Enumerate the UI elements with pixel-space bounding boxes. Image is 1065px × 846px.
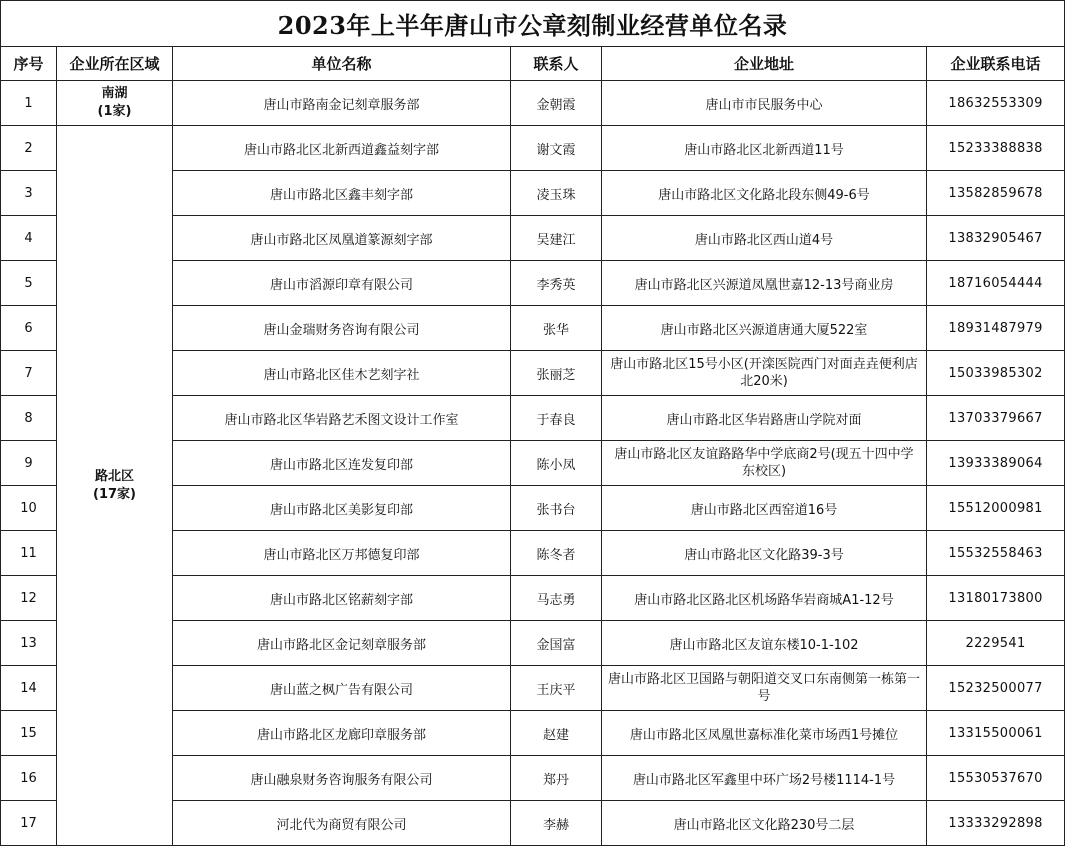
cell-contact[interactable]: 金朝霞 — [511, 81, 602, 126]
cell-address[interactable]: 唐山市路北区兴源道唐通大厦522室 — [602, 306, 927, 351]
cell-contact[interactable]: 陈冬者 — [511, 531, 602, 576]
cell-address[interactable]: 唐山市路北区兴源道凤凰世嘉12-13号商业房 — [602, 261, 927, 306]
cell-phone[interactable]: 18931487979 — [927, 306, 1065, 351]
page-title[interactable]: 2023年上半年唐山市公章刻制业经营单位名录 — [1, 1, 1065, 47]
cell-no[interactable]: 4 — [1, 216, 57, 261]
cell-phone[interactable]: 2229541 — [927, 621, 1065, 666]
cell-no[interactable]: 12 — [1, 576, 57, 621]
cell-no[interactable]: 3 — [1, 171, 57, 216]
cell-phone[interactable]: 13315500061 — [927, 711, 1065, 756]
cell-address[interactable]: 唐山市路北区路北区机场路华岩商城A1-12号 — [602, 576, 927, 621]
cell-name[interactable]: 唐山市路北区龙廊印章服务部 — [173, 711, 511, 756]
header-row — [1, 47, 1065, 81]
cell-phone[interactable]: 13333292898 — [927, 801, 1065, 846]
cell-no[interactable]: 6 — [1, 306, 57, 351]
cell-contact[interactable]: 张书台 — [511, 486, 602, 531]
cell-name[interactable]: 唐山市滔源印章有限公司 — [173, 261, 511, 306]
cell-address[interactable]: 唐山市路北区友谊东楼10-1-102 — [602, 621, 927, 666]
cell-phone[interactable]: 15512000981 — [927, 486, 1065, 531]
cell-no[interactable]: 14 — [1, 666, 57, 711]
cell-phone[interactable]: 13582859678 — [927, 171, 1065, 216]
cell-name[interactable]: 唐山市路北区连发复印部 — [173, 441, 511, 486]
cell-no[interactable]: 5 — [1, 261, 57, 306]
cell-name[interactable]: 唐山金瑞财务咨询有限公司 — [173, 306, 511, 351]
cell-contact[interactable]: 吴建江 — [511, 216, 602, 261]
table-row — [1, 81, 1065, 126]
cell-phone[interactable]: 15033985302 — [927, 351, 1065, 396]
region-count: (17家) — [93, 486, 136, 502]
header-contact[interactable]: 联系人 — [511, 47, 602, 81]
cell-address[interactable]: 唐山市路北区友谊路路华中学底商2号(现五十四中学东校区) — [602, 441, 927, 486]
cell-name[interactable]: 河北代为商贸有限公司 — [173, 801, 511, 846]
cell-address[interactable]: 唐山市路北区北新西道11号 — [602, 126, 927, 171]
cell-phone[interactable]: 15532558463 — [927, 531, 1065, 576]
region-cell-lubei[interactable] — [57, 126, 173, 846]
cell-phone[interactable]: 18632553309 — [927, 81, 1065, 126]
cell-name[interactable]: 唐山市路北区美影复印部 — [173, 486, 511, 531]
cell-no[interactable]: 17 — [1, 801, 57, 846]
region-name: 南湖 — [101, 86, 128, 101]
cell-name[interactable]: 唐山市路北区鑫丰刻字部 — [173, 171, 511, 216]
region-count: (1家) — [97, 104, 132, 119]
cell-address[interactable]: 唐山市市民服务中心 — [602, 81, 927, 126]
cell-phone[interactable]: 13180173800 — [927, 576, 1065, 621]
table-row — [1, 126, 1065, 171]
cell-no[interactable]: 15 — [1, 711, 57, 756]
cell-contact[interactable]: 谢文霞 — [511, 126, 602, 171]
cell-contact[interactable]: 陈小凤 — [511, 441, 602, 486]
cell-contact[interactable]: 凌玉珠 — [511, 171, 602, 216]
region-cell-nanhu[interactable] — [57, 81, 173, 126]
cell-address[interactable]: 唐山市路北区华岩路唐山学院对面 — [602, 396, 927, 441]
cell-phone[interactable]: 13832905467 — [927, 216, 1065, 261]
cell-phone[interactable]: 15233388838 — [927, 126, 1065, 171]
cell-address[interactable]: 唐山市路北区文化路39-3号 — [602, 531, 927, 576]
cell-contact[interactable]: 郑丹 — [511, 756, 602, 801]
cell-name[interactable]: 唐山市路北区金记刻章服务部 — [173, 621, 511, 666]
cell-contact[interactable]: 张华 — [511, 306, 602, 351]
cell-address[interactable]: 唐山市路北区西窑道16号 — [602, 486, 927, 531]
cell-address[interactable]: 唐山市路北区军鑫里中环广场2号楼1114-1号 — [602, 756, 927, 801]
cell-address[interactable]: 唐山市路北区文化路230号二层 — [602, 801, 927, 846]
header-name[interactable]: 单位名称 — [173, 47, 511, 81]
header-phone[interactable]: 企业联系电话 — [927, 47, 1065, 81]
title-row — [1, 1, 1065, 47]
cell-name[interactable]: 唐山市路南金记刻章服务部 — [173, 81, 511, 126]
cell-no[interactable]: 13 — [1, 621, 57, 666]
cell-name[interactable]: 唐山市路北区北新西道鑫益刻字部 — [173, 126, 511, 171]
cell-address[interactable]: 唐山市路北区文化路北段东侧49-6号 — [602, 171, 927, 216]
cell-name[interactable]: 唐山市路北区万邦德复印部 — [173, 531, 511, 576]
cell-contact[interactable]: 李赫 — [511, 801, 602, 846]
cell-no[interactable]: 7 — [1, 351, 57, 396]
cell-address[interactable]: 唐山市路北区凤凰世嘉标准化菜市场西1号摊位 — [602, 711, 927, 756]
cell-contact[interactable]: 赵建 — [511, 711, 602, 756]
cell-name[interactable]: 唐山融泉财务咨询服务有限公司 — [173, 756, 511, 801]
cell-phone[interactable]: 13933389064 — [927, 441, 1065, 486]
cell-contact[interactable]: 金国富 — [511, 621, 602, 666]
cell-address[interactable]: 唐山市路北区卫国路与朝阳道交叉口东南侧第一栋第一号 — [602, 666, 927, 711]
cell-contact[interactable]: 于春良 — [511, 396, 602, 441]
cell-name[interactable]: 唐山蓝之枫广告有限公司 — [173, 666, 511, 711]
header-address[interactable]: 企业地址 — [602, 47, 927, 81]
cell-name[interactable]: 唐山市路北区华岩路艺禾图文设计工作室 — [173, 396, 511, 441]
cell-phone[interactable]: 13703379667 — [927, 396, 1065, 441]
cell-no[interactable]: 10 — [1, 486, 57, 531]
cell-name[interactable]: 唐山市路北区凤凰道篆源刻字部 — [173, 216, 511, 261]
cell-no[interactable]: 11 — [1, 531, 57, 576]
region-name: 路北区 — [94, 468, 134, 484]
cell-contact[interactable]: 马志勇 — [511, 576, 602, 621]
cell-no[interactable]: 1 — [1, 81, 57, 126]
cell-no[interactable]: 8 — [1, 396, 57, 441]
header-region[interactable]: 企业所在区域 — [57, 47, 173, 81]
cell-address[interactable]: 唐山市路北区西山道4号 — [602, 216, 927, 261]
cell-contact[interactable]: 李秀英 — [511, 261, 602, 306]
cell-phone[interactable]: 18716054444 — [927, 261, 1065, 306]
cell-address[interactable]: 唐山市路北区15号小区(开滦医院西门对面垚垚便利店北20米) — [602, 351, 927, 396]
cell-name[interactable]: 唐山市路北区铭薪刻字部 — [173, 576, 511, 621]
cell-name[interactable]: 唐山市路北区佳木艺刻字社 — [173, 351, 511, 396]
cell-contact[interactable]: 王庆平 — [511, 666, 602, 711]
header-no[interactable]: 序号 — [1, 47, 57, 81]
cell-no[interactable]: 16 — [1, 756, 57, 801]
cell-contact[interactable]: 张丽芝 — [511, 351, 602, 396]
cell-no[interactable]: 2 — [1, 126, 57, 171]
cell-phone[interactable]: 15232500077 — [927, 666, 1065, 711]
cell-no[interactable]: 9 — [1, 441, 57, 486]
cell-phone[interactable]: 15530537670 — [927, 756, 1065, 801]
